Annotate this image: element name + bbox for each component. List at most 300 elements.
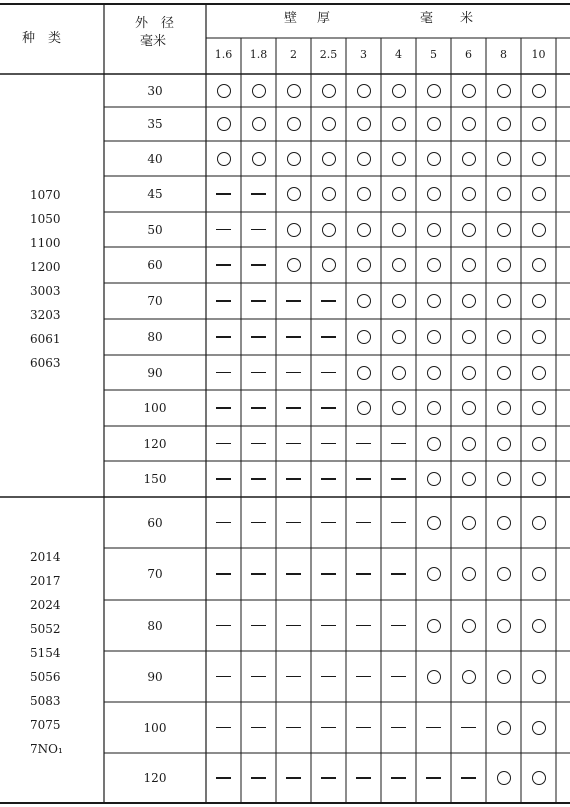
availability-cell (486, 141, 521, 176)
circle-icon (497, 516, 511, 530)
dash-icon (391, 625, 406, 627)
circle-icon (357, 258, 371, 272)
alloy-grade: 6061 (30, 332, 61, 346)
availability-cell (416, 74, 451, 107)
availability-cell (276, 426, 311, 461)
availability-cell (311, 600, 346, 651)
wall-header-char-3: 毫 (420, 11, 434, 26)
availability-cell (276, 319, 311, 355)
availability-cell (311, 651, 346, 702)
availability-cell (486, 74, 521, 107)
category-header: 种 类 (22, 31, 62, 46)
dash-icon (321, 573, 336, 575)
circle-icon (497, 567, 511, 581)
circle-icon (392, 117, 406, 131)
availability-cell (416, 426, 451, 461)
availability-cell (486, 461, 521, 497)
circle-icon (427, 366, 441, 380)
availability-cell (521, 319, 556, 355)
availability-cell (486, 651, 521, 702)
dash-icon (286, 300, 301, 302)
circle-icon (497, 366, 511, 380)
availability-cell (451, 497, 486, 548)
availability-cell (311, 74, 346, 107)
circle-icon (287, 187, 301, 201)
availability-cell (486, 355, 521, 390)
availability-cell (311, 390, 346, 426)
outer-diameter-cell: 100 (143, 720, 167, 735)
availability-cell (276, 212, 311, 247)
circle-icon (427, 437, 441, 451)
availability-cell (381, 390, 416, 426)
dash-icon (321, 478, 336, 480)
circle-icon (427, 401, 441, 415)
availability-cell (311, 107, 346, 141)
circle-icon (462, 187, 476, 201)
availability-cell (521, 212, 556, 247)
availability-cell (451, 390, 486, 426)
wall-thickness-header: 8 (500, 48, 507, 61)
availability-cell (521, 176, 556, 212)
availability-cell (451, 355, 486, 390)
availability-cell (521, 548, 556, 600)
circle-icon (427, 223, 441, 237)
circle-icon (462, 223, 476, 237)
availability-cell (311, 548, 346, 600)
dash-icon (286, 676, 301, 678)
dash-icon (216, 777, 231, 779)
availability-cell (451, 461, 486, 497)
circle-icon (462, 567, 476, 581)
dash-icon (286, 522, 301, 524)
dash-icon (286, 727, 301, 729)
outer-diameter-cell: 40 (147, 151, 163, 166)
availability-cell (206, 247, 241, 283)
dash-icon (321, 727, 336, 729)
availability-cell (521, 247, 556, 283)
availability-cell (206, 355, 241, 390)
circle-icon (462, 401, 476, 415)
availability-cell (241, 651, 276, 702)
dash-icon (391, 777, 406, 779)
circle-icon (392, 294, 406, 308)
circle-icon (532, 567, 546, 581)
dash-icon (251, 777, 266, 779)
circle-icon (462, 437, 476, 451)
availability-cell (416, 247, 451, 283)
availability-cell (416, 548, 451, 600)
availability-cell (276, 74, 311, 107)
availability-cell (276, 461, 311, 497)
circle-icon (322, 84, 336, 98)
dash-icon (216, 193, 231, 195)
circle-icon (497, 187, 511, 201)
circle-icon (322, 117, 336, 131)
availability-cell (346, 212, 381, 247)
availability-cell (381, 107, 416, 141)
availability-cell (276, 390, 311, 426)
dash-icon (321, 443, 336, 445)
availability-cell (346, 426, 381, 461)
outer-diameter-cell: 90 (147, 365, 163, 380)
circle-icon (287, 152, 301, 166)
wall-header-char-1: 壁 (284, 11, 298, 26)
alloy-grade: 1050 (30, 212, 61, 226)
availability-cell (276, 600, 311, 651)
dash-icon (321, 407, 336, 409)
dash-icon (251, 522, 266, 524)
circle-icon (462, 472, 476, 486)
dash-icon (216, 625, 231, 627)
availability-cell (346, 390, 381, 426)
availability-cell (451, 176, 486, 212)
availability-cell (416, 497, 451, 548)
dash-icon (216, 478, 231, 480)
dash-icon (286, 336, 301, 338)
circle-icon (462, 84, 476, 98)
dash-icon (216, 336, 231, 338)
availability-cell (311, 461, 346, 497)
availability-cell (381, 548, 416, 600)
availability-cell (241, 212, 276, 247)
availability-cell (521, 141, 556, 176)
dash-icon (356, 727, 371, 729)
availability-cell (381, 319, 416, 355)
alloy-grade: 5052 (30, 622, 61, 636)
circle-icon (532, 152, 546, 166)
availability-cell (451, 651, 486, 702)
dash-icon (321, 300, 336, 302)
circle-icon (497, 152, 511, 166)
availability-cell (241, 426, 276, 461)
alloy-grade: 7NO₁ (30, 742, 63, 756)
availability-cell (416, 702, 451, 753)
circle-icon (497, 330, 511, 344)
circle-icon (462, 366, 476, 380)
circle-icon (427, 567, 441, 581)
availability-cell (346, 107, 381, 141)
circle-icon (252, 152, 266, 166)
circle-icon (497, 258, 511, 272)
availability-cell (206, 390, 241, 426)
availability-cell (346, 497, 381, 548)
dash-icon (216, 407, 231, 409)
availability-cell (206, 283, 241, 319)
availability-cell (381, 176, 416, 212)
wall-thickness-header: 2 (290, 48, 297, 61)
dash-icon (251, 300, 266, 302)
circle-icon (322, 223, 336, 237)
dash-icon (286, 407, 301, 409)
outer-diameter-cell: 50 (147, 222, 163, 237)
circle-icon (532, 117, 546, 131)
circle-icon (497, 117, 511, 131)
outer-diameter-header: 外 径 (135, 16, 175, 31)
dash-icon (251, 407, 266, 409)
circle-icon (532, 223, 546, 237)
availability-cell (346, 753, 381, 803)
circle-icon (427, 472, 441, 486)
alloy-grade: 7075 (30, 718, 61, 732)
availability-cell (451, 74, 486, 107)
dash-icon (251, 336, 266, 338)
dash-icon (216, 229, 231, 231)
availability-cell (241, 74, 276, 107)
availability-cell (241, 600, 276, 651)
alloy-grade: 5083 (30, 694, 61, 708)
availability-cell (346, 319, 381, 355)
wall-thickness-header: 4 (395, 48, 402, 61)
dash-icon (461, 777, 476, 779)
availability-cell (451, 107, 486, 141)
availability-cell (521, 355, 556, 390)
outer-diameter-cell: 45 (147, 187, 163, 201)
circle-icon (392, 84, 406, 98)
outer-diameter-cell: 80 (147, 618, 163, 633)
availability-cell (276, 355, 311, 390)
circle-icon (497, 619, 511, 633)
availability-cell (451, 247, 486, 283)
availability-cell (381, 283, 416, 319)
availability-cell (451, 600, 486, 651)
availability-cell (346, 600, 381, 651)
wall-thickness-header: 5 (430, 48, 437, 61)
availability-cell (241, 247, 276, 283)
availability-cell (486, 753, 521, 803)
availability-cell (241, 753, 276, 803)
dash-icon (286, 777, 301, 779)
availability-cell (451, 548, 486, 600)
outer-diameter-cell: 120 (143, 436, 167, 451)
circle-icon (357, 187, 371, 201)
availability-cell (521, 74, 556, 107)
alloy-grade: 1070 (30, 188, 61, 202)
availability-cell (346, 702, 381, 753)
dash-icon (216, 443, 231, 445)
circle-icon (532, 366, 546, 380)
dash-icon (286, 625, 301, 627)
alloy-grade: 3003 (30, 284, 61, 298)
availability-cell (206, 461, 241, 497)
availability-cell (241, 319, 276, 355)
outer-diameter-cell: 80 (147, 330, 163, 344)
dash-icon (216, 264, 231, 266)
circle-icon (497, 223, 511, 237)
dash-icon (391, 676, 406, 678)
circle-icon (392, 401, 406, 415)
dash-icon (251, 229, 266, 231)
dash-icon (251, 676, 266, 678)
outer-diameter-cell: 120 (143, 771, 167, 785)
availability-cell (521, 753, 556, 803)
availability-cell (381, 426, 416, 461)
availability-cell (486, 497, 521, 548)
availability-cell (486, 107, 521, 141)
dash-icon (356, 625, 371, 627)
availability-cell (346, 355, 381, 390)
dash-icon (251, 443, 266, 445)
availability-cell (311, 319, 346, 355)
availability-cell (381, 212, 416, 247)
availability-cell (276, 548, 311, 600)
availability-cell (381, 355, 416, 390)
circle-icon (357, 152, 371, 166)
availability-cell (241, 497, 276, 548)
availability-cell (346, 176, 381, 212)
circle-icon (427, 152, 441, 166)
circle-icon (532, 721, 546, 735)
availability-cell (276, 141, 311, 176)
circle-icon (357, 117, 371, 131)
availability-cell (276, 247, 311, 283)
circle-icon (357, 401, 371, 415)
availability-cell (416, 283, 451, 319)
outer-diameter-cell: 60 (147, 515, 163, 530)
availability-cell (346, 74, 381, 107)
wall-thickness-header: 1.8 (249, 48, 268, 61)
outer-diameter-cell: 30 (147, 83, 163, 98)
wall-thickness-header: 3 (360, 48, 367, 61)
circle-icon (427, 294, 441, 308)
availability-cell (311, 426, 346, 461)
dash-icon (251, 372, 266, 374)
circle-icon (217, 117, 231, 131)
dash-icon (286, 372, 301, 374)
dash-icon (391, 573, 406, 575)
availability-cell (241, 390, 276, 426)
availability-cell (416, 176, 451, 212)
wall-header-char-4: 米 (460, 11, 474, 26)
availability-cell (416, 107, 451, 141)
circle-icon (427, 516, 441, 530)
availability-cell (311, 141, 346, 176)
availability-cell (206, 426, 241, 461)
availability-cell (311, 176, 346, 212)
availability-cell (346, 141, 381, 176)
circle-icon (497, 84, 511, 98)
circle-icon (392, 187, 406, 201)
alloy-grade: 6063 (30, 356, 61, 370)
availability-cell (416, 141, 451, 176)
circle-icon (392, 330, 406, 344)
availability-cell (346, 461, 381, 497)
circle-icon (532, 401, 546, 415)
availability-cell (521, 497, 556, 548)
alloy-grade: 2014 (30, 550, 61, 564)
circle-icon (427, 670, 441, 684)
dash-icon (286, 573, 301, 575)
dash-icon (356, 573, 371, 575)
availability-cell (206, 600, 241, 651)
dash-icon (216, 522, 231, 524)
dash-icon (461, 727, 476, 729)
wall-thickness-header: 6 (465, 48, 472, 61)
dash-icon (391, 727, 406, 729)
outer-diameter-cell: 60 (147, 258, 163, 272)
availability-cell (521, 426, 556, 461)
availability-cell (206, 753, 241, 803)
dash-icon (216, 372, 231, 374)
availability-cell (241, 283, 276, 319)
circle-icon (427, 258, 441, 272)
dash-icon (251, 478, 266, 480)
dash-icon (321, 372, 336, 374)
circle-icon (287, 84, 301, 98)
outer-diameter-cell: 70 (147, 294, 163, 308)
availability-cell (451, 753, 486, 803)
dash-icon (356, 443, 371, 445)
availability-cell (206, 212, 241, 247)
availability-cell (381, 651, 416, 702)
circle-icon (462, 294, 476, 308)
dash-icon (286, 478, 301, 480)
availability-cell (521, 390, 556, 426)
alloy-grade: 3203 (30, 308, 61, 322)
circle-icon (497, 670, 511, 684)
availability-cell (346, 651, 381, 702)
availability-cell (486, 426, 521, 461)
dash-icon (391, 443, 406, 445)
availability-cell (381, 702, 416, 753)
availability-cell (381, 497, 416, 548)
dash-icon (216, 727, 231, 729)
availability-cell (486, 548, 521, 600)
availability-cell (311, 212, 346, 247)
availability-cell (486, 600, 521, 651)
availability-cell (486, 390, 521, 426)
availability-cell (416, 753, 451, 803)
dash-icon (426, 777, 441, 779)
availability-cell (416, 651, 451, 702)
availability-cell (346, 283, 381, 319)
dash-icon (321, 336, 336, 338)
circle-icon (322, 187, 336, 201)
circle-icon (217, 152, 231, 166)
circle-icon (532, 294, 546, 308)
circle-icon (462, 619, 476, 633)
wall-thickness-header: 10 (531, 48, 546, 61)
circle-icon (497, 472, 511, 486)
availability-cell (206, 651, 241, 702)
circle-icon (532, 619, 546, 633)
availability-cell (241, 141, 276, 176)
circle-icon (392, 366, 406, 380)
circle-icon (497, 401, 511, 415)
dash-icon (356, 478, 371, 480)
availability-cell (381, 141, 416, 176)
dash-icon (216, 573, 231, 575)
availability-cell (486, 702, 521, 753)
availability-cell (486, 247, 521, 283)
dash-icon (321, 625, 336, 627)
dash-icon (216, 300, 231, 302)
circle-icon (392, 223, 406, 237)
availability-cell (381, 247, 416, 283)
dash-icon (426, 727, 441, 729)
outer-diameter-cell: 150 (143, 472, 167, 486)
availability-cell (311, 283, 346, 319)
circle-icon (357, 330, 371, 344)
availability-cell (416, 600, 451, 651)
dash-icon (286, 443, 301, 445)
circle-icon (462, 117, 476, 131)
availability-cell (241, 548, 276, 600)
availability-cell (311, 702, 346, 753)
availability-cell (276, 176, 311, 212)
circle-icon (322, 258, 336, 272)
dash-icon (321, 777, 336, 779)
availability-cell (416, 390, 451, 426)
